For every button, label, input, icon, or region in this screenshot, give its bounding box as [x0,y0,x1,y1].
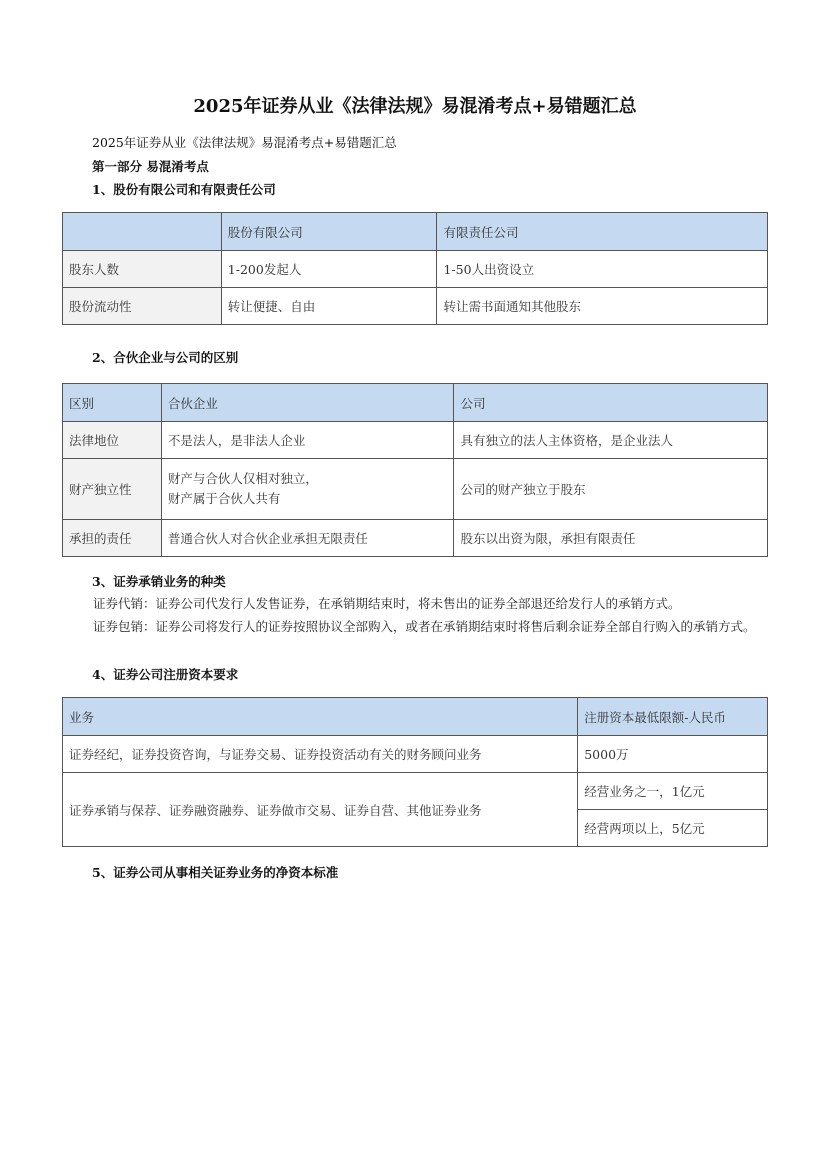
part-heading: 第一部分 易混淆考点 [92,159,209,174]
table-row [63,459,768,520]
document-subtitle: 2025年证券从业《法律法规》易混淆考点+易错题汇总 [92,135,397,150]
table-cell [161,459,454,520]
table-row [63,251,768,288]
table-header-cell: 业务 [63,698,578,736]
table-cell: 证券经纪，证券投资咨询，与证券交易、证券投资活动有关的财务顾问业务 [63,736,578,773]
table-cell: 1-50人出资设立 [437,251,768,288]
cell-line: 财产属于合伙人共有 [167,491,281,506]
table-cell: 股东以出资为限，承担有限责任 [454,520,768,557]
section-5-heading: 5、证券公司从事相关证券业务的净资本标准 [92,865,339,880]
table-header-cell: 公司 [454,384,768,422]
table-cell: 1-200发起人 [221,251,437,288]
page-title: 2025年证券从业《法律法规》易混淆考点+易错题汇总 [193,96,637,117]
row-label: 股份流动性 [63,288,222,325]
row-label: 股东人数 [63,251,222,288]
section-1-heading: 1、股份有限公司和有限责任公司 [92,182,276,197]
partnership-vs-company-table [62,383,768,557]
table-cell: 经营业务之一，1亿元 [578,773,768,810]
table-cell: 转让便捷、自由 [221,288,437,325]
table-row [63,288,768,325]
row-label: 法律地位 [63,422,162,459]
cell-line: 财产与合伙人仅相对独立， [167,471,318,486]
section-3-heading: 3、证券承销业务的种类 [92,574,226,589]
table-cell: 具有独立的法人主体资格，是企业法人 [454,422,768,459]
table-header-cell: 合伙企业 [161,384,454,422]
table-cell: 证券承销与保荐、证券融资融券、证券做市交易、证券自营、其他证券业务 [63,773,578,847]
table-header-cell [63,213,222,251]
table-header-cell: 注册资本最低限额-人民币 [578,698,768,736]
table-header-cell: 股份有限公司 [221,213,437,251]
table-cell: 转让需书面通知其他股东 [437,288,768,325]
table-header-row [63,698,768,736]
table-cell: 经营两项以上，5亿元 [578,810,768,847]
table-cell: 公司的财产独立于股东 [454,459,768,520]
table-row [63,736,768,773]
row-label: 承担的责任 [63,520,162,557]
section-4-heading: 4、证券公司注册资本要求 [92,667,239,682]
section-2-heading: 2、合伙企业与公司的区别 [92,350,239,365]
table-cell: 普通合伙人对合伙企业承担无限责任 [161,520,454,557]
underwriting-agency-paragraph: 证券代销：证券公司代发行人发售证券，在承销期结束时，将未售出的证券全部退还给发行人的承销方式。 [93,596,681,611]
table-cell: 5000万 [578,736,768,773]
row-label: 财产独立性 [63,459,162,520]
table-row [63,773,768,810]
underwriting-standby-paragraph: 证券包销：证券公司将发行人的证券按照协议全部购入，或者在承销期结束时将售后剩余证券全部自行购入的承销方式。 [93,619,756,634]
table-header-cell: 区别 [63,384,162,422]
table-header-row [63,213,768,251]
table-row [63,422,768,459]
table-header-cell: 有限责任公司 [437,213,768,251]
company-comparison-table [62,212,768,325]
table-row [63,520,768,557]
table-header-row [63,384,768,422]
registered-capital-table [62,697,768,847]
table-cell: 不是法人，是非法人企业 [161,422,454,459]
